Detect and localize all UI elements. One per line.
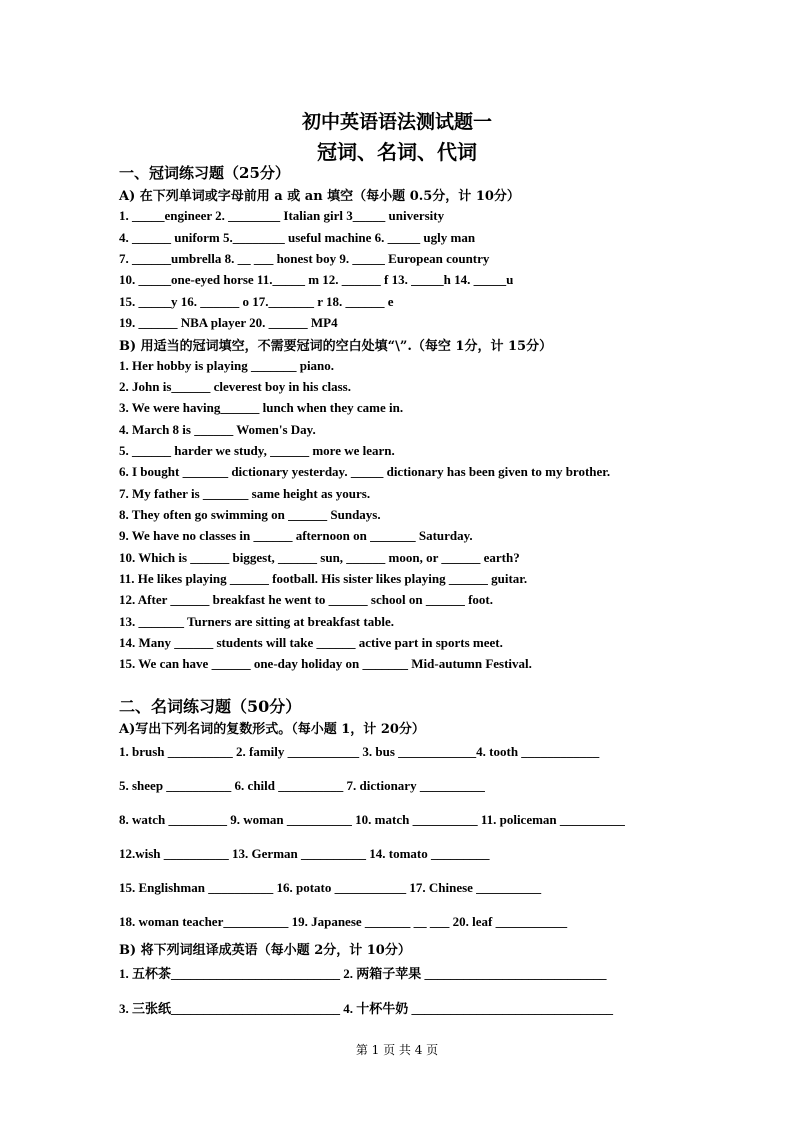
page-title: 初中英语语法测试题一 [301,111,492,133]
exercise-line: 15. _____y 16. ______ o 17._______ r 18. ______ e [119,294,394,309]
exercise-line: 15. Englishman __________ 16. potato ___________ 17. Chinese __________ [119,880,542,895]
exercise-line: 10. _____one-eyed horse 11._____ m 12. ______ f 13. _____h 14. _____u [119,272,514,287]
exercise-line: 1. 五杯茶__________________________ 2. 两箱子苹果 ____________________________ [119,966,607,981]
exercise-line: 9. We have no classes in ______ afternoon on _______ Saturday. [119,528,473,543]
section1-heading: 一、冠词练习题（25分） [119,164,290,182]
section2-partA-instruction: A)写出下列名词的复数形式。（每小题 1，计 20分） [119,722,425,737]
exercise-line: 11. He likes playing ______ football. His sister likes playing ______ guitar. [119,571,528,586]
exercise-line: 7. ______umbrella 8. __ ___ honest boy 9. _____ European country [119,251,490,266]
exercise-line: 13. _______ Turners are sitting at breakfast table. [119,614,395,629]
exercise-line: 5. ______ harder we study, ______ more we learn. [119,443,395,458]
exercise-line: 3. We were having______ lunch when they came in. [119,400,404,415]
exercise-line: 1. _____engineer 2. ________ Italian girl 3_____ university [119,208,445,223]
exercise-line: 8. They often go swimming on ______ Sundays. [119,507,381,522]
section2-heading: 二、名词练习题（50分） [119,697,302,716]
page-subtitle: 冠词、名词、代词 [317,140,477,164]
exercise-line: 7. My father is _______ same height as yours. [119,486,371,501]
exercise-line: 4. ______ uniform 5.________ useful machine 6. _____ ugly man [119,230,476,245]
exercise-line: 19. ______ NBA player 20. ______ MP4 [119,315,338,330]
section2-partB-instruction: B) 将下列词组译成英语（每小题 2分，计 10分） [119,943,411,958]
page-footer: 第 1 页 共 4 页 [355,1043,439,1057]
exercise-line: 2. John is______ cleverest boy in his class. [119,379,351,394]
exercise-line: 12.wish __________ 13. German __________ 14. tomato _________ [119,846,490,861]
exercise-line: 1. Her hobby is playing _______ piano. [119,358,335,373]
exercise-line: 1. brush __________ 2. family ___________ 3. bus ____________4. tooth ____________ [119,744,600,759]
exercise-line: 18. woman teacher__________ 19. Japanese _______ __ ___ 20. leaf ___________ [119,914,568,929]
exercise-line: 3. 三张纸__________________________ 4. 十杯牛奶 _______________________________ [119,1001,614,1016]
exercise-line: 15. We can have ______ one-day holiday on _______ Mid-autumn Festival. [119,656,532,671]
exercise-line: 10. Which is ______ biggest, ______ sun, ______ moon, or ______ earth? [119,550,520,565]
exercise-line: 6. I bought _______ dictionary yesterday. _____ dictionary has been given to my brother. [119,464,611,479]
exercise-line: 14. Many ______ students will take ______ active part in sports meet. [119,635,503,650]
exercise-line: 12. After ______ breakfast he went to ______ school on ______ foot. [119,592,493,607]
exercise-line: 5. sheep __________ 6. child __________ 7. dictionary __________ [119,778,485,793]
section1-partA-instruction: A) 在下列单词或字母前用 a 或 an 填空（每小题 0.5分，计 10分） [119,189,520,204]
exercise-line: 8. watch _________ 9. woman __________ 10. match __________ 11. policeman __________ [119,812,625,827]
section1-partB-instruction: B) 用适当的冠词填空，不需要冠词的空白处填“\”.（每空 1分，计 15分） [119,339,553,354]
exercise-line: 4. March 8 is ______ Women's Day. [119,422,316,437]
